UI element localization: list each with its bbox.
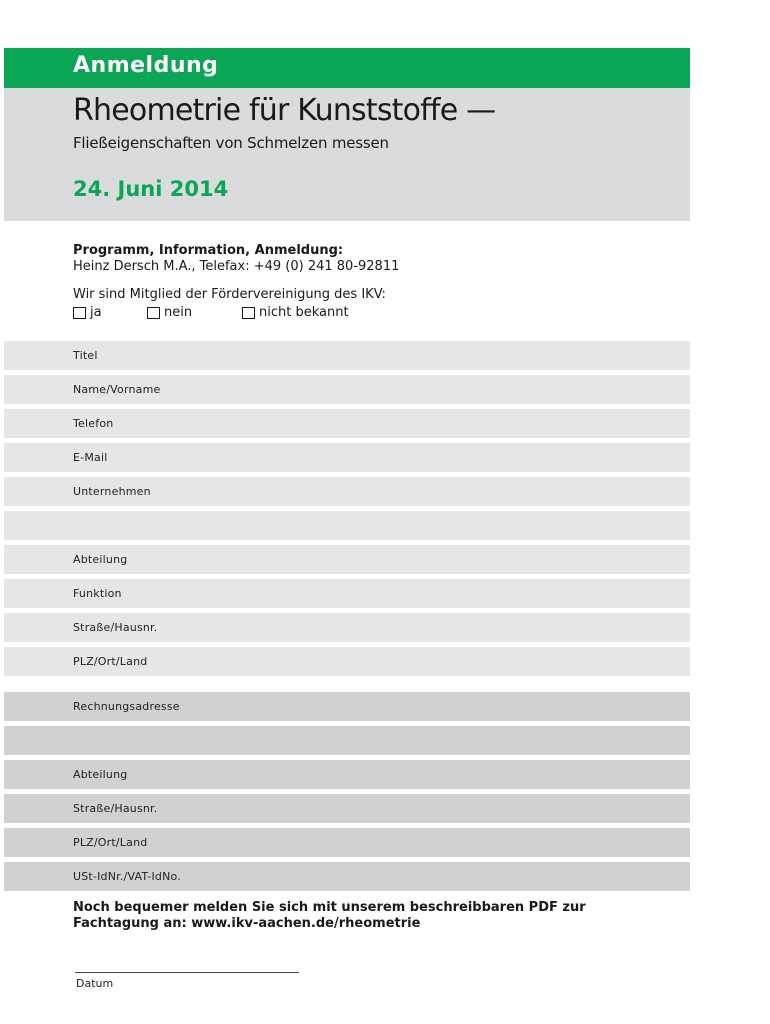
date-label: Datum [76, 977, 114, 990]
field-strasse[interactable] [4, 613, 690, 642]
field-label: Titel [73, 349, 98, 362]
field-unternehmen-2[interactable] [4, 511, 690, 540]
checkbox-label: nicht bekannt [259, 305, 349, 320]
checkbox-label: nein [164, 305, 193, 320]
checkbox-nicht-bekannt[interactable] [242, 305, 349, 320]
field-name-vorname[interactable] [4, 375, 690, 404]
field-label: USt-IdNr./VAT-IdNo. [73, 870, 181, 883]
checkbox-label: ja [90, 305, 102, 320]
billing-plz-ort[interactable] [4, 828, 690, 857]
page-title: Rheometrie für Kunststoffe — [73, 93, 496, 128]
pdf-note [73, 900, 673, 932]
field-email[interactable] [4, 443, 690, 472]
pdf-note-line2: Fachtagung an: www.ikv-aachen.de/rheometrie [73, 916, 421, 931]
field-unternehmen[interactable] [4, 477, 690, 506]
date-signature-line[interactable] [75, 972, 299, 973]
checkbox-box[interactable] [73, 307, 86, 319]
field-titel[interactable] [4, 341, 690, 370]
billing-strasse[interactable] [4, 794, 690, 823]
header-bar [4, 48, 690, 88]
billing-rechnungsadresse[interactable] [4, 692, 690, 721]
membership-question: Wir sind Mitglied der Fördervereinigung des IKV: [73, 287, 386, 302]
field-label: PLZ/Ort/Land [73, 836, 148, 849]
checkbox-box[interactable] [147, 307, 160, 319]
field-abteilung[interactable] [4, 545, 690, 574]
section-label: Anmeldung [73, 53, 219, 78]
field-label: Abteilung [73, 768, 128, 781]
field-label: E-Mail [73, 451, 108, 464]
field-label: Straße/Hausnr. [73, 802, 158, 815]
pdf-note-line1: Noch bequemer melden Sie sich mit unserem beschreibbaren PDF zur [73, 900, 586, 915]
checkbox-nein[interactable] [147, 305, 192, 320]
field-label: Funktion [73, 587, 122, 600]
field-label: Abteilung [73, 553, 128, 566]
checkbox-ja[interactable] [73, 305, 102, 320]
page-subtitle: Fließeigenschaften von Schmelzen messen [73, 134, 389, 152]
field-label: Straße/Hausnr. [73, 621, 158, 634]
title-panel [4, 88, 690, 221]
checkbox-box[interactable] [242, 307, 255, 319]
field-label: Telefon [73, 417, 114, 430]
membership-options [73, 305, 573, 321]
billing-ust-id[interactable] [4, 862, 690, 891]
field-funktion[interactable] [4, 579, 690, 608]
event-date: 24. Juni 2014 [73, 177, 229, 201]
field-telefon[interactable] [4, 409, 690, 438]
billing-rechnungsadresse-2[interactable] [4, 726, 690, 755]
billing-abteilung[interactable] [4, 760, 690, 789]
field-label: Name/Vorname [73, 383, 161, 396]
contact-line: Heinz Dersch M.A., Telefax: +49 (0) 241 80-92811 [73, 259, 400, 274]
field-label: PLZ/Ort/Land [73, 655, 148, 668]
contact-heading: Programm, Information, Anmeldung: [73, 243, 344, 258]
field-plz-ort[interactable] [4, 647, 690, 676]
field-label: Unternehmen [73, 485, 151, 498]
field-label: Rechnungsadresse [73, 700, 180, 713]
